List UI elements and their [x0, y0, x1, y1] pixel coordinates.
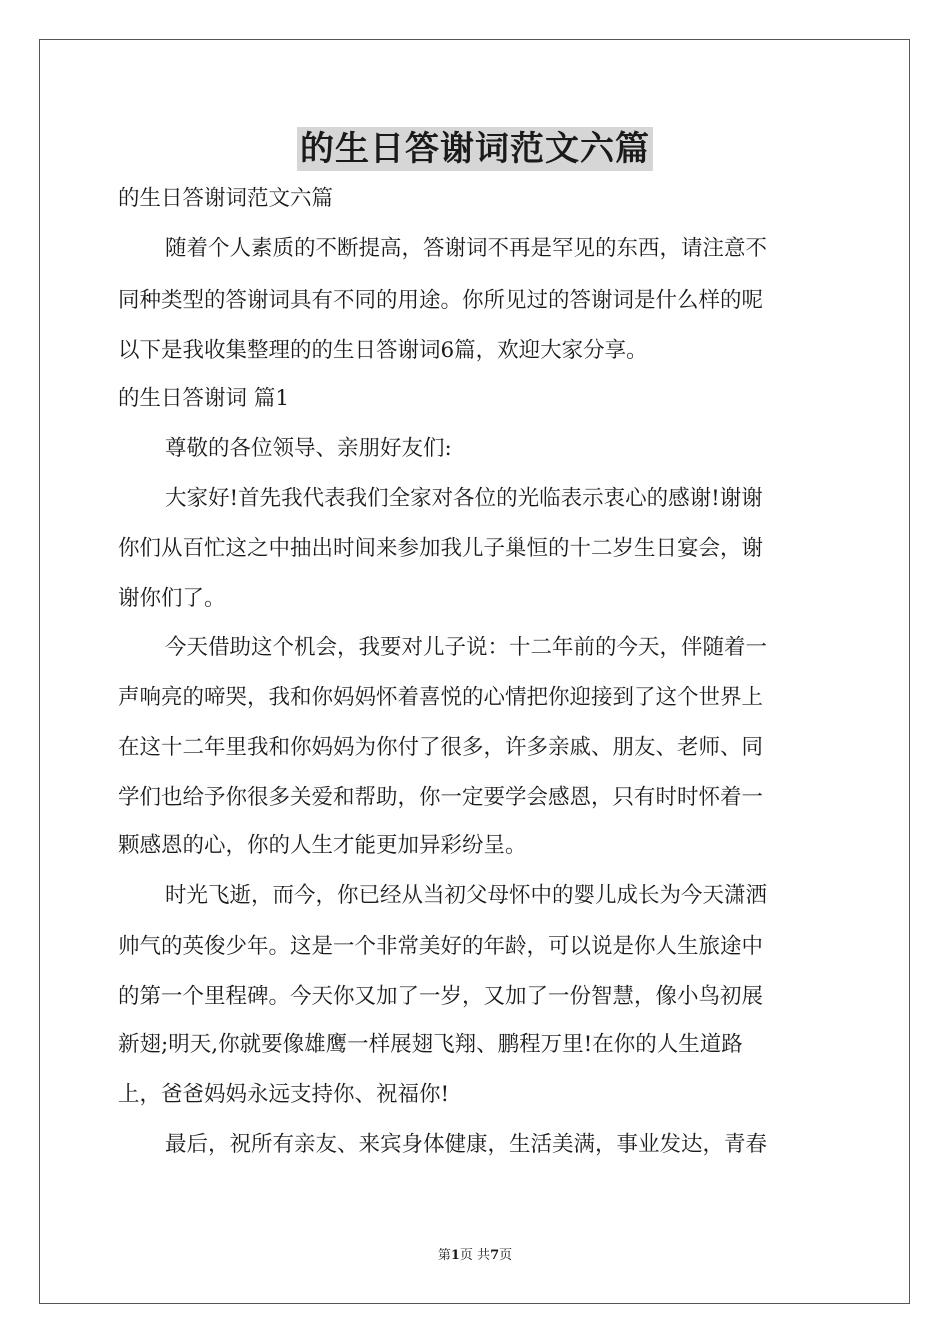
paragraph-line: 尊敬的各位领导、亲朋好友们:: [165, 436, 452, 461]
paragraph-line: 颗感恩的心，你的人生才能更加异彩纷呈。: [118, 833, 527, 858]
title-container: [0, 127, 950, 171]
section-heading: 的生日答谢词 篇1: [118, 386, 290, 411]
page-footer: [0, 1247, 950, 1265]
paragraph-line: 最后，祝所有亲友、来宾身体健康，生活美满，事业发达，青春: [165, 1132, 768, 1157]
paragraph-line: 你们从百忙这之中抽出时间来参加我儿子巢恒的十二岁生日宴会，谢: [118, 536, 764, 561]
document-title: 的生日答谢词范文六篇: [297, 127, 653, 171]
paragraph-line: 声响亮的啼哭，我和你妈妈怀着喜悦的心情把你迎接到了这个世界上: [118, 685, 764, 710]
paragraph-line: 随着个人素质的不断提高，答谢词不再是罕见的东西，请注意不: [165, 236, 768, 261]
paragraph-line: 的第一个里程碑。今天你又加了一岁，又加了一份智慧，像小鸟初展: [118, 984, 764, 1009]
page-prefix: 第: [437, 1248, 451, 1263]
page-middle: 页 共: [459, 1248, 491, 1263]
paragraph-line: 学们也给予你很多关爱和帮助，你一定要学会感恩，只有时时怀着一: [118, 785, 764, 810]
paragraph-line: 在这十二年里我和你妈妈为你付了很多，许多亲戚、朋友、老师、同: [118, 735, 764, 760]
paragraph-line: 大家好!首先我代表我们全家对各位的光临表示衷心的感谢!谢谢: [165, 486, 763, 511]
paragraph-line: 谢你们了。: [118, 586, 226, 611]
paragraph-line: 以下是我收集整理的的生日答谢词6篇，欢迎大家分享。: [118, 338, 648, 363]
page-current: 1: [450, 1248, 460, 1263]
paragraph-line: 同种类型的答谢词具有不同的用途。你所见过的答谢词是什么样的呢: [118, 288, 764, 313]
page-suffix: 页: [499, 1248, 513, 1263]
paragraph-line: 新翅;明天,你就要像雄鹰一样展翅飞翔、鹏程万里!在你的人生道路: [118, 1032, 743, 1057]
paragraph-line: 今天借助这个机会，我要对儿子说：十二年前的今天，伴随着一: [165, 635, 768, 660]
paragraph-line: 时光飞逝，而今，你已经从当初父母怀中的婴儿成长为今天潇洒: [165, 883, 768, 908]
page-border: [39, 39, 910, 1304]
document-subtitle: 的生日答谢词范文六篇: [118, 186, 334, 211]
page-total: 7: [490, 1248, 500, 1263]
paragraph-line: 上，爸爸妈妈永远支持你、祝福你!: [118, 1082, 450, 1107]
paragraph-line: 帅气的英俊少年。这是一个非常美好的年龄，可以说是你人生旅途中: [118, 934, 764, 959]
